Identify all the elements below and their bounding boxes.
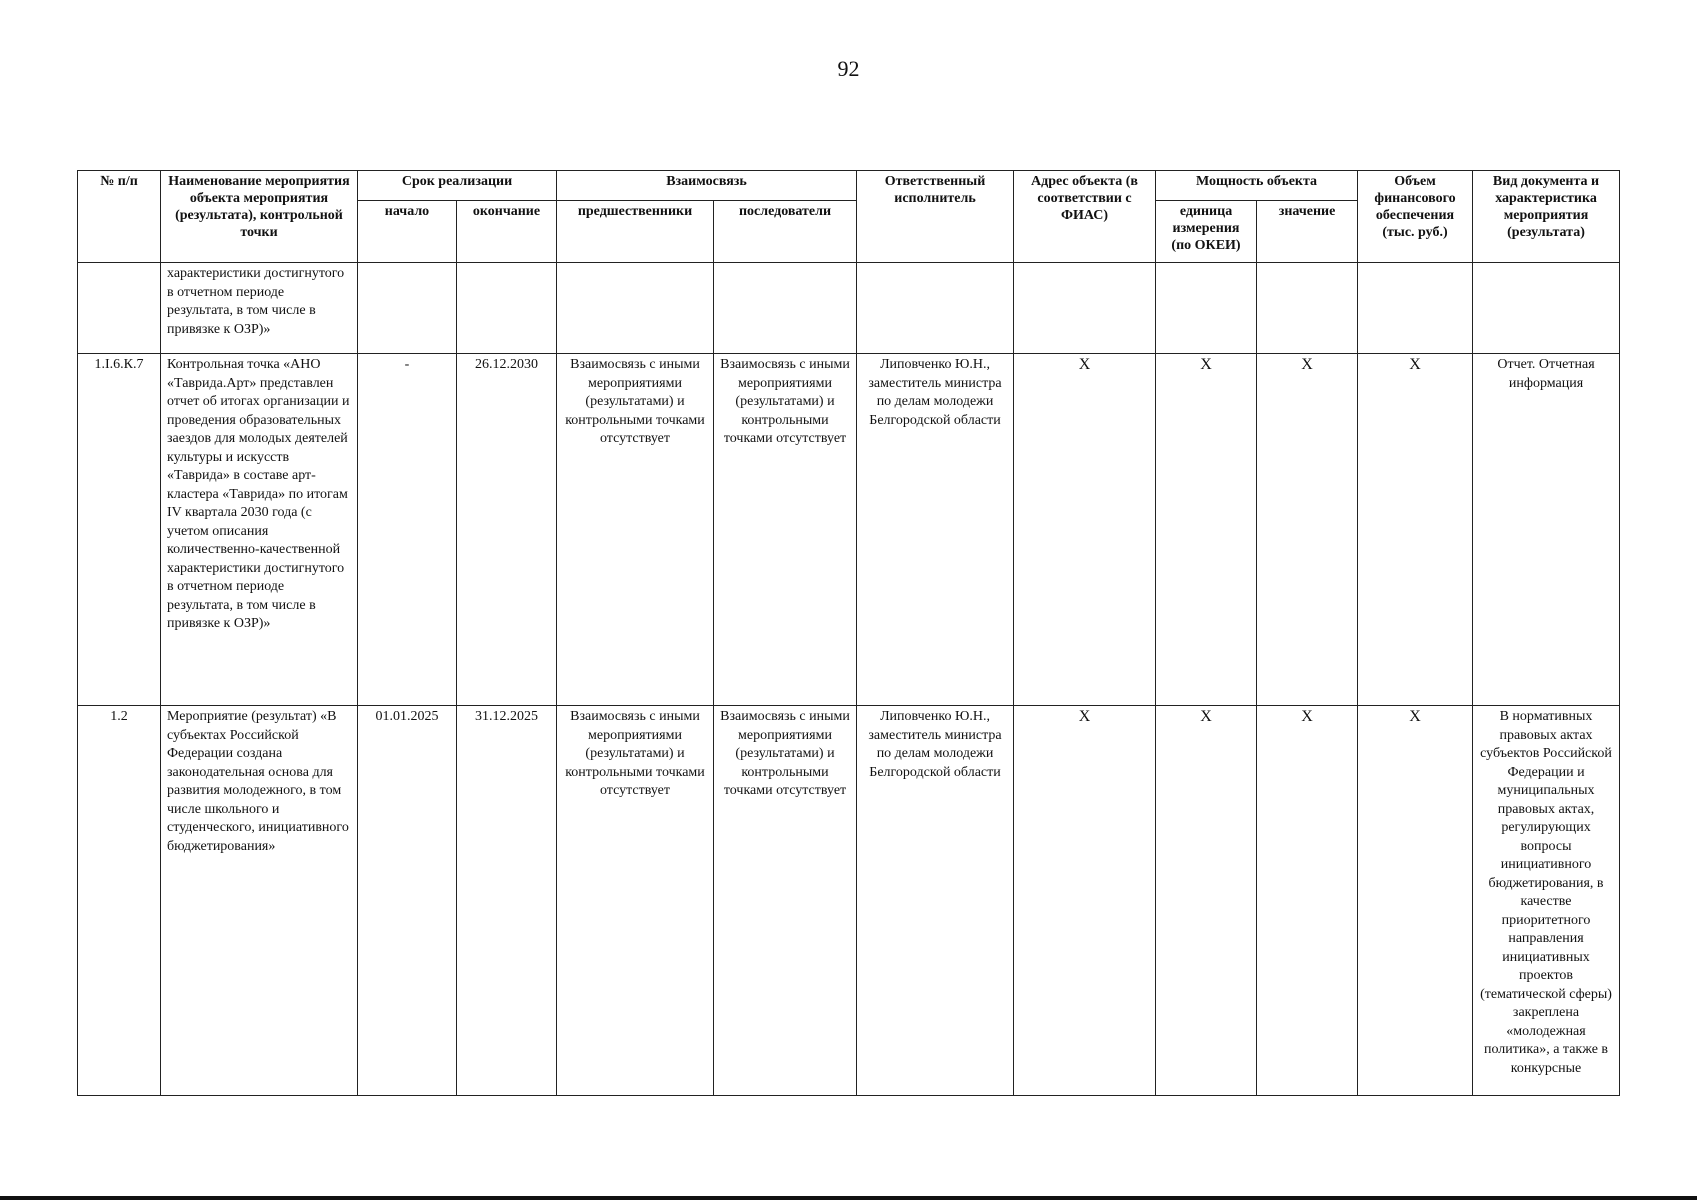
header-capacity: Мощность объекта [1156, 171, 1358, 201]
row-value [1257, 263, 1358, 354]
row-responsible: Липовченко Ю.Н., заместитель министра по делам молодежи Белгородской области [857, 354, 1014, 706]
row-num [78, 263, 161, 354]
row-successors [714, 263, 857, 354]
row-end [457, 263, 557, 354]
row-address: X [1014, 706, 1156, 1096]
row-doc-type: В нормативных правовых актах субъектов Российской Федерации и муниципальных правовых актах, регулирующих вопросы инициативного бюджетирования, в качестве приоритетного направления инициативных проектов (тематической сферы) закреплена «молодежная политика», а также в конкурсные [1473, 706, 1620, 1096]
row-financing: X [1358, 706, 1473, 1096]
header-end: окончание [457, 201, 557, 263]
row-responsible [857, 263, 1014, 354]
header-value: значение [1257, 201, 1358, 263]
header-start: начало [358, 201, 457, 263]
row-address [1014, 263, 1156, 354]
row-address: X [1014, 354, 1156, 706]
row-doc-type: Отчет. Отчетная информация [1473, 354, 1620, 706]
row-financing [1358, 263, 1473, 354]
row-num: 1.I.6.К.7 [78, 354, 161, 706]
header-address: Адрес объекта (в соответствии с ФИАС) [1014, 171, 1156, 263]
row-financing: X [1358, 354, 1473, 706]
row-predecessors: Взаимосвязь с иными мероприятиями (результатами) и контрольными точками отсутствует [557, 354, 714, 706]
header-relation: Взаимосвязь [557, 171, 857, 201]
header-financing: Объем финансового обеспечения (тыс. руб.) [1358, 171, 1473, 263]
row-end: 31.12.2025 [457, 706, 557, 1096]
row-doc-type [1473, 263, 1620, 354]
row-predecessors [557, 263, 714, 354]
row-successors: Взаимосвязь с иными мероприятиями (результатами) и контрольными точками отсутствует [714, 706, 857, 1096]
row-end: 26.12.2030 [457, 354, 557, 706]
header-predecessors: предшественники [557, 201, 714, 263]
row-name: характеристики достигнутого в отчетном периоде результата, в том числе в привязке к ОЗР)» [161, 263, 358, 354]
events-table [77, 170, 1620, 1096]
row-name: Мероприятие (результат) «В субъектах Российской Федерации создана законодательная основа для развития молодежного, в том числе школьного и студенческого, инициативного бюджетирования» [161, 706, 358, 1096]
header-responsible: Ответственный исполнитель [857, 171, 1014, 263]
header-num: № п/п [78, 171, 161, 263]
row-value: X [1257, 354, 1358, 706]
scan-edge-line [0, 1196, 1697, 1200]
row-value: X [1257, 706, 1358, 1096]
header-name: Наименование мероприятия объекта мероприятия (результата), контрольной точки [161, 171, 358, 263]
header-doc-type: Вид документа и характеристика мероприятия (результата) [1473, 171, 1620, 263]
row-start: - [358, 354, 457, 706]
row-predecessors: Взаимосвязь с иными мероприятиями (результатами) и контрольными точками отсутствует [557, 706, 714, 1096]
header-period: Срок реализации [358, 171, 557, 201]
table-row [78, 354, 1620, 706]
row-unit: X [1156, 706, 1257, 1096]
row-unit [1156, 263, 1257, 354]
table-row [78, 706, 1620, 1096]
table-header [78, 171, 1620, 263]
row-responsible: Липовченко Ю.Н., заместитель министра по делам молодежи Белгородской области [857, 706, 1014, 1096]
page-number: 92 [837, 56, 860, 81]
row-start [358, 263, 457, 354]
header-successors: последователи [714, 201, 857, 263]
row-name: Контрольная точка «АНО «Таврида.Арт» представлен отчет об итогах организации и проведения образовательных заездов для молодых деятелей культуры и искусств «Таврида» в составе арт-кластера «Таврида» по итогам IV квартала 2030 года (с учетом описания количественно-качественной характеристики достигнутого в отчетном периоде результата, в том числе в привязке к ОЗР)» [161, 354, 358, 706]
header-unit: единица измерения (по ОКЕИ) [1156, 201, 1257, 263]
row-unit: X [1156, 354, 1257, 706]
row-num: 1.2 [78, 706, 161, 1096]
table-row [78, 263, 1620, 354]
row-start: 01.01.2025 [358, 706, 457, 1096]
row-successors: Взаимосвязь с иными мероприятиями (результатами) и контрольными точками отсутствует [714, 354, 857, 706]
